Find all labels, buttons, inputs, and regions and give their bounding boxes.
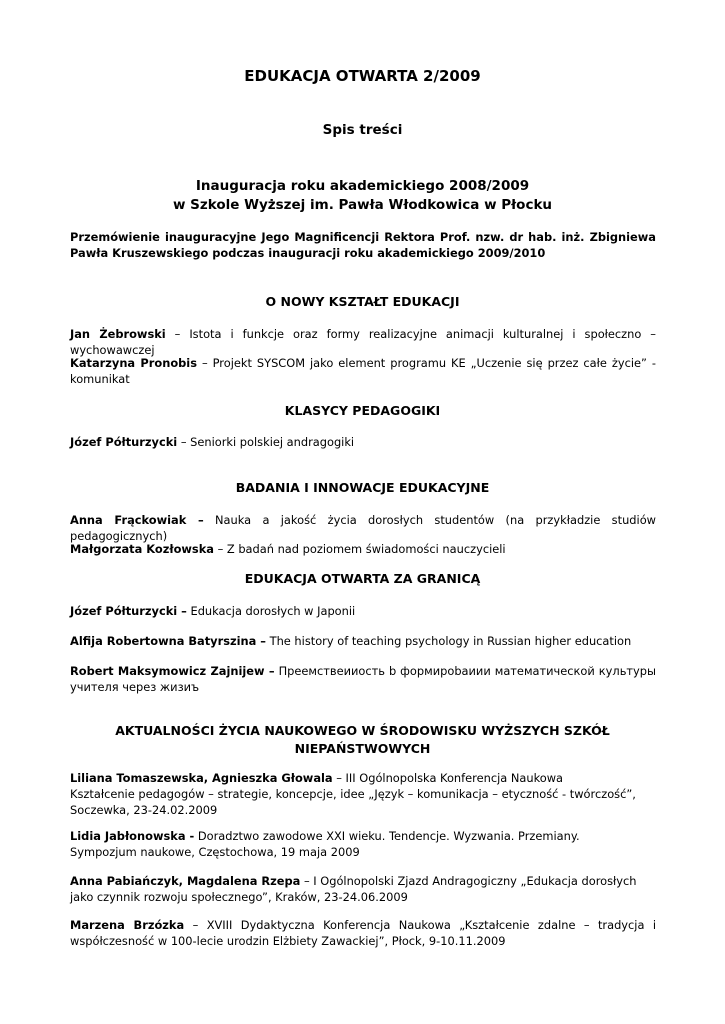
entry-author: Józef Półturzycki xyxy=(70,435,178,449)
toc-heading: Spis treści xyxy=(322,122,403,138)
entry-title: Seniorki polskiej andragogiki xyxy=(190,435,355,449)
entry-author: Małgorzata Kozłowska xyxy=(70,542,214,556)
entry-title: III Ogólnopolska Konferencja Naukowa xyxy=(345,771,564,785)
entry-separator: – xyxy=(300,874,314,888)
section-heading-line1: AKTUALNOŚCI ŻYCIA NAUKOWEGO W ŚRODOWISKU WYŻSZYCH SZKÓŁ xyxy=(115,723,610,738)
toc-entry xyxy=(70,326,656,358)
entry-title: Преемствеииость b формироbaиии математической культуры учителя через жизиъ xyxy=(70,664,657,694)
section-heading: KLASYCY PEDAGOGIKI xyxy=(284,403,441,418)
inauguration-speech: Przemówienie inauguracyjne Jego Magnificencji Rektora Prof. nzw. dr hab. inż. Zbigniewa Pawła Kruszewskiego podczas inauguracji roku akademickiego 2009/2010 xyxy=(70,230,656,260)
entry-author: Liliana Tomaszewska, Agnieszka Głowala xyxy=(70,771,333,785)
toc-entry xyxy=(70,917,656,949)
entry-separator: – xyxy=(184,918,207,932)
section-heading xyxy=(0,722,725,758)
toc-entry xyxy=(70,873,656,905)
entry-author: Józef Półturzycki – xyxy=(70,604,187,618)
entry-title: Nauka a jakość życia dorosłych studentów (na przykładzie studiów pedagogicznych) xyxy=(70,513,656,543)
entry-separator: – xyxy=(177,435,191,449)
toc-entry xyxy=(70,512,656,544)
entry-title: I Ogólnopolski Zjazd Andragogiczny „Edukacja dorosłych jako czynnik rozwoju społecznego”, Kraków, 23-24.06.2009 xyxy=(70,874,637,904)
entry-title: Z badań nad poziomem świadomości nauczycieli xyxy=(226,542,506,556)
inauguration-heading-line2: w Szkole Wyższej im. Pawła Włodkowica w Płocku xyxy=(172,197,553,213)
entry-author: Anna Pabiańczyk, Magdalena Rzepa xyxy=(70,874,301,888)
section-heading-line2: NIEPAŃSTWOWYCH xyxy=(294,741,431,756)
toc-entry xyxy=(70,770,656,818)
entry-author: Katarzyna Pronobis xyxy=(70,356,197,370)
entry-separator: – xyxy=(197,356,213,370)
section-heading: O NOWY KSZTAŁT EDUKACJI xyxy=(265,294,460,309)
entry-author: Marzena Brzózka xyxy=(70,918,185,932)
toc-entry xyxy=(70,633,656,649)
toc-entry xyxy=(70,541,656,557)
inauguration-heading xyxy=(0,177,725,215)
entry-author: Lidia Jabłonowska - xyxy=(70,829,195,843)
entry-title: XVIII Dydaktyczna Konferencja Naukowa „Kształcenie zdalne – tradycja i współczesność w 100-lecie urodzin Elżbiety Zawackiej”, Płock, 9-10.11.2009 xyxy=(70,918,657,948)
entry-author: Jan Żebrowski xyxy=(70,327,166,341)
entry-title: Istota i funkcje oraz formy realizacyjne animacji kulturalnej i społeczno – wychowawczej xyxy=(70,327,656,357)
entry-title: Edukacja dorosłych w Japonii xyxy=(190,604,356,618)
entry-separator xyxy=(204,513,215,527)
entry-author: Robert Maksymowicz Zajnijew – xyxy=(70,664,275,678)
section-heading: BADANIA I INNOWACJE EDUKACYJNE xyxy=(235,480,490,495)
section-heading: EDUKACJA OTWARTA ZA GRANICĄ xyxy=(244,571,481,586)
entry-separator: – xyxy=(213,542,227,556)
toc-entry xyxy=(70,603,656,619)
entry-title: Projekt SYSCOM jako element programu KE „Uczenie się przez całe życie” - komunikat xyxy=(70,356,656,386)
toc-entry xyxy=(70,434,656,450)
entry-detail: Sympozjum naukowe, Częstochowa, 19 maja 2009 xyxy=(70,845,360,859)
inauguration-heading-line1: Inauguracja roku akademickiego 2008/2009 xyxy=(195,178,530,194)
journal-title: EDUKACJA OTWARTA 2/2009 xyxy=(244,67,481,85)
entry-author: Alfija Robertowna Batyrszina – xyxy=(70,634,266,648)
entry-title: The history of teaching psychology in Russian higher education xyxy=(269,634,632,648)
entry-detail: Kształcenie pedagogów – strategie, koncepcje, idee „Język – komunikacja – etyczność - twórczość”, xyxy=(70,787,636,801)
entry-detail: Soczewka, 23-24.02.2009 xyxy=(70,803,218,817)
toc-entry xyxy=(70,355,656,387)
entry-separator: – xyxy=(165,327,190,341)
entry-title: Doradztwo zawodowe XXI wieku. Tendencje. Wyzwania. Przemiany. xyxy=(197,829,580,843)
entry-separator: – xyxy=(332,771,346,785)
entry-author: Anna Frąckowiak – xyxy=(70,513,204,527)
toc-entry xyxy=(70,828,656,860)
toc-entry xyxy=(70,663,656,695)
